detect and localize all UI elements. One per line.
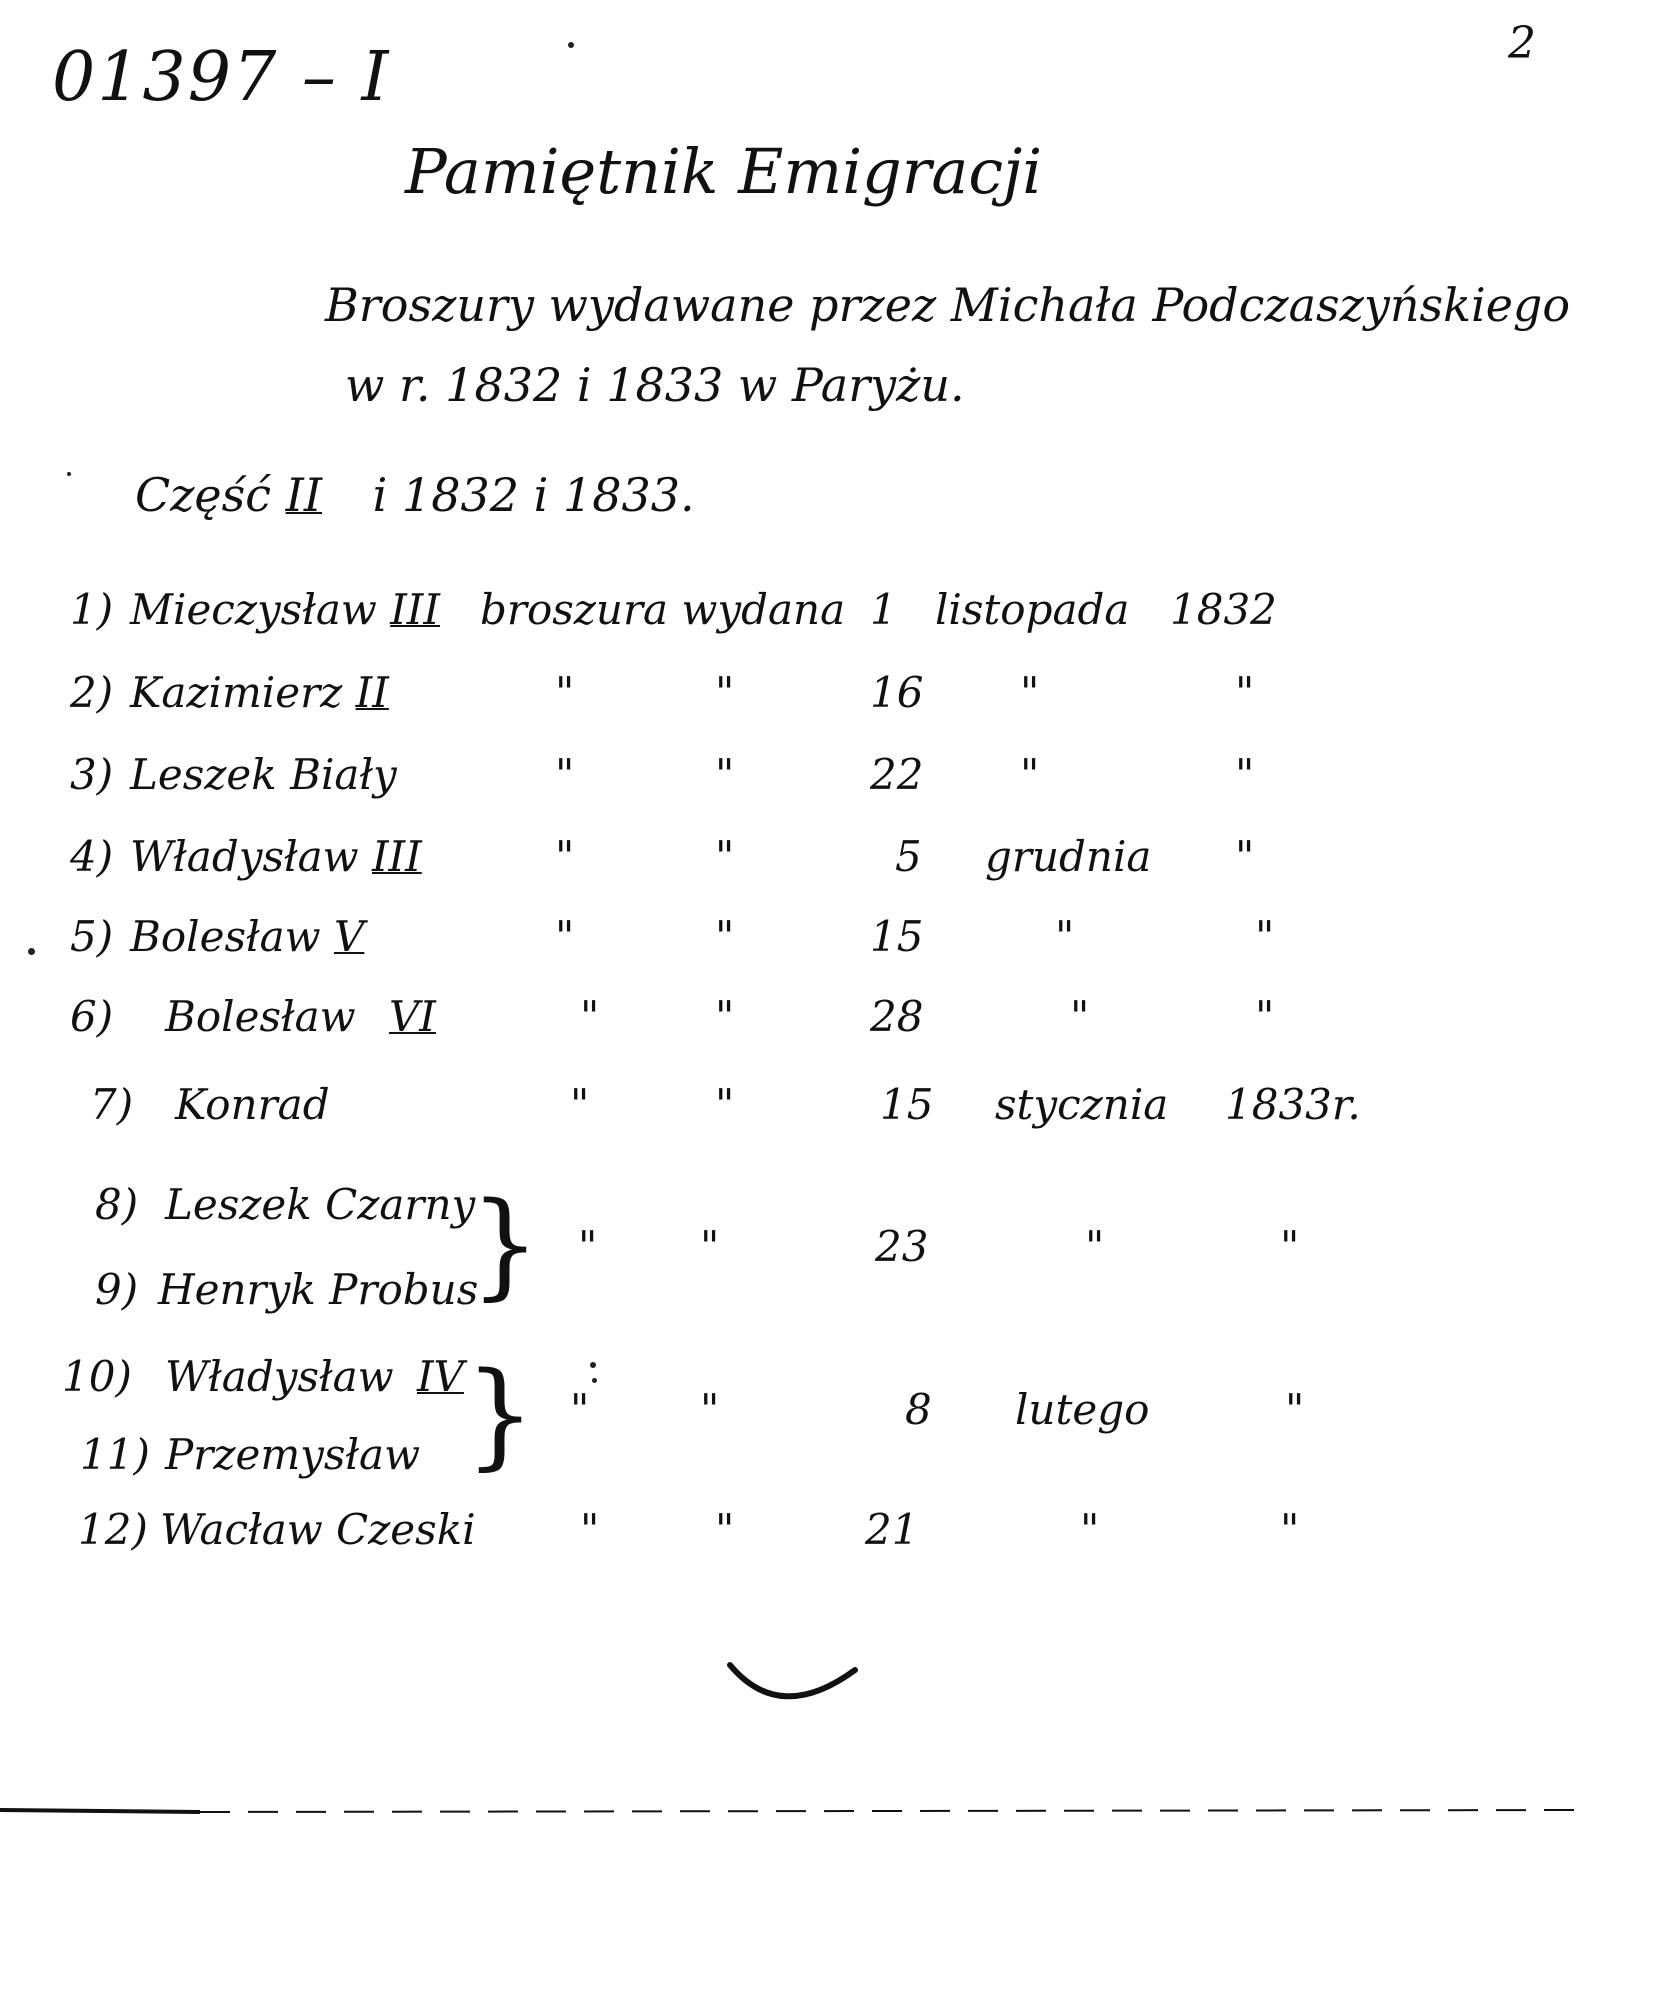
- entry-day: 16: [870, 668, 924, 717]
- entry-month: lutego: [1015, 1385, 1150, 1434]
- ditto-mark: ": [715, 832, 735, 881]
- entry-year: 1832: [1170, 585, 1277, 634]
- entry-day: 1: [870, 585, 897, 634]
- entry-title: [130, 668, 389, 717]
- ditto-mark: ": [580, 992, 600, 1041]
- entry-name: Henryk Probus: [158, 1265, 479, 1314]
- group-date-row: [0, 1385, 1653, 1455]
- entry-numeral: III: [371, 832, 422, 881]
- entry-name: Przemysław: [165, 1430, 421, 1479]
- entry-number: 3): [70, 750, 114, 799]
- list-item: [0, 668, 1653, 738]
- entry-year: ": [1235, 832, 1255, 881]
- entry-number: 8): [95, 1180, 139, 1229]
- ditto-mark: ": [555, 832, 575, 881]
- entry-numeral: III: [390, 585, 440, 634]
- ink-speck: [592, 1378, 597, 1383]
- entry-month: stycznia: [995, 1080, 1169, 1129]
- entry-day: 15: [870, 912, 924, 961]
- entry-month: ": [1055, 912, 1075, 961]
- entry-number: 9): [95, 1265, 139, 1314]
- entry-title: [130, 832, 422, 881]
- list-item: [0, 1080, 1653, 1150]
- entry-year: ": [1235, 668, 1255, 717]
- ink-speck: [67, 472, 71, 476]
- entry-numeral: IV: [416, 1352, 464, 1401]
- ink-speck: [28, 948, 35, 955]
- entry-numeral: V: [333, 912, 365, 961]
- group-date-row: [0, 1222, 1653, 1292]
- entry-name: Mieczysław: [130, 585, 377, 634]
- document-title: Pamiętnik Emigracji: [405, 135, 1043, 208]
- subtitle-line-1: Broszury wydawane przez Michała Podczaszyńskiego: [325, 278, 1571, 332]
- entry-name: Konrad: [175, 1080, 330, 1129]
- entry-month: ": [1020, 750, 1040, 799]
- ink-speck: [568, 42, 574, 48]
- entry-day: 22: [870, 750, 924, 799]
- entry-month: ": [1080, 1505, 1100, 1554]
- entry-number: 1): [70, 585, 114, 634]
- ditto-mark: ": [700, 1222, 720, 1271]
- ditto-mark: ": [555, 750, 575, 799]
- entry-name: Władysław: [130, 832, 359, 881]
- ditto-mark: ": [578, 1222, 598, 1271]
- ditto-mark: ": [580, 1505, 600, 1554]
- list-item: [0, 832, 1653, 902]
- entry-month: ": [1070, 992, 1090, 1041]
- entry-day: 15: [880, 1080, 934, 1129]
- ditto-mark: ": [555, 912, 575, 961]
- entry-month: grudnia: [985, 832, 1152, 881]
- grouping-brace: }: [465, 1346, 535, 1482]
- ditto-mark: ": [715, 912, 735, 961]
- page-number: 2: [1508, 18, 1536, 69]
- entry-month: listopada: [935, 585, 1130, 634]
- part-numeral: II: [285, 468, 322, 522]
- ditto-mark: ": [570, 1080, 590, 1129]
- entry-day: 23: [875, 1222, 929, 1271]
- entry-numeral: VI: [388, 992, 436, 1041]
- part-heading: [135, 468, 695, 522]
- entry-number: 7): [90, 1080, 134, 1129]
- list-item: [0, 992, 1653, 1062]
- entry-name: Wacław Czeski: [160, 1505, 476, 1554]
- entry-number: 5): [70, 912, 114, 961]
- entry-number: 10): [62, 1352, 132, 1401]
- entry-day: 8: [905, 1385, 932, 1434]
- list-item: [0, 912, 1653, 982]
- entry-day: 28: [870, 992, 924, 1041]
- entry-year: ": [1255, 992, 1275, 1041]
- grouping-brace: }: [470, 1176, 540, 1312]
- ditto-mark: ": [715, 1505, 735, 1554]
- entry-numeral: II: [355, 668, 389, 717]
- ditto-mark: ": [700, 1385, 720, 1434]
- ink-speck: [590, 1362, 596, 1368]
- closing-flourish: [725, 1660, 865, 1730]
- entry-day: 5: [895, 832, 922, 881]
- entry-year: ": [1235, 750, 1255, 799]
- entry-year: ": [1255, 912, 1275, 961]
- ditto-mark: ": [715, 668, 735, 717]
- entry-day: 21: [865, 1505, 919, 1554]
- entry-name: Kazimierz: [130, 668, 343, 717]
- entry-name: Władysław: [165, 1352, 394, 1401]
- list-item: [0, 750, 1653, 820]
- entry-number: 6): [70, 992, 114, 1041]
- part-label: Część: [135, 468, 272, 522]
- entry-title: [130, 585, 440, 634]
- catalog-number: 01397 – I: [52, 38, 391, 117]
- list-item: [0, 1505, 1653, 1575]
- bottom-rule: [0, 1800, 1653, 1820]
- entry-year: ": [1280, 1505, 1300, 1554]
- entry-year: ": [1280, 1222, 1300, 1271]
- entry-name: Leszek Czarny: [165, 1180, 476, 1229]
- entry-name: Bolesław: [130, 912, 321, 961]
- ditto-mark: ": [555, 668, 575, 717]
- entry-title: [165, 992, 436, 1041]
- entry-month: ": [1085, 1222, 1105, 1271]
- list-item: [0, 585, 1653, 655]
- entry-number: 12): [78, 1505, 148, 1554]
- ditto-mark: ": [715, 750, 735, 799]
- entry-description: broszura wydana: [480, 585, 846, 634]
- entry-name: Leszek Biały: [130, 750, 397, 799]
- ditto-mark: ": [715, 992, 735, 1041]
- part-years: i 1832 i 1833.: [372, 468, 695, 522]
- entry-number: 4): [70, 832, 114, 881]
- entry-year: 1833r.: [1225, 1080, 1361, 1129]
- ditto-mark: ": [715, 1080, 735, 1129]
- entry-name: Bolesław: [165, 992, 356, 1041]
- entry-number: 2): [70, 668, 114, 717]
- subtitle-line-2: w r. 1832 i 1833 w Paryżu.: [345, 358, 965, 412]
- entry-number: 11): [80, 1430, 150, 1479]
- entry-year: ": [1285, 1385, 1305, 1434]
- ditto-mark: ": [570, 1385, 590, 1434]
- entry-month: ": [1020, 668, 1040, 717]
- entry-title: [130, 912, 364, 961]
